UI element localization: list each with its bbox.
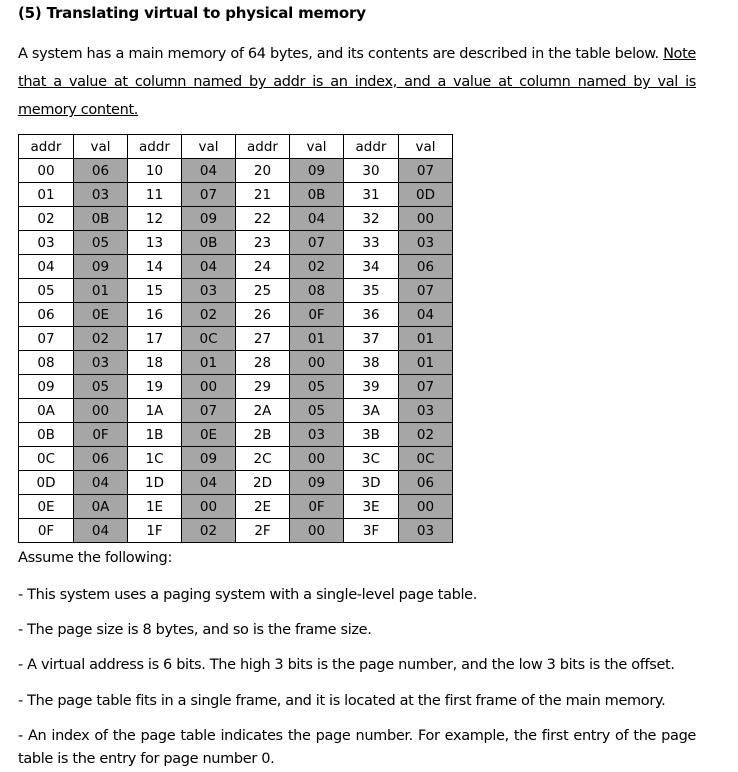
memory-table-header <box>19 135 453 159</box>
addr-cell: 13 <box>128 231 182 255</box>
addr-cell: 1C <box>128 447 182 471</box>
intro-note: Note that a value at column named by addr is an index, and a value at column named by val is memory content. <box>18 46 696 118</box>
addr-cell: 28 <box>236 351 290 375</box>
val-cell: 00 <box>290 351 344 375</box>
addr-cell: 3E <box>344 495 399 519</box>
addr-cell: 1E <box>128 495 182 519</box>
val-cell: 07 <box>182 399 236 423</box>
val-cell: 0F <box>290 303 344 327</box>
val-cell: 09 <box>74 255 128 279</box>
table-row <box>19 375 453 399</box>
val-column-header: val <box>74 135 128 159</box>
addr-cell: 12 <box>128 207 182 231</box>
val-cell: 09 <box>290 159 344 183</box>
addr-cell: 0B <box>19 423 74 447</box>
addr-column-header: addr <box>128 135 182 159</box>
val-cell: 03 <box>399 231 453 255</box>
table-row <box>19 183 453 207</box>
table-row <box>19 159 453 183</box>
addr-cell: 0E <box>19 495 74 519</box>
val-cell: 01 <box>74 279 128 303</box>
addr-cell: 2D <box>236 471 290 495</box>
addr-cell: 15 <box>128 279 182 303</box>
val-cell: 04 <box>74 471 128 495</box>
assumption-item: - An index of the page table indicates the page number. For example, the first entry of the page table is the entry for page number 0. <box>18 728 696 767</box>
val-cell: 03 <box>74 183 128 207</box>
val-cell: 04 <box>399 303 453 327</box>
val-cell: 0E <box>74 303 128 327</box>
table-row <box>19 279 453 303</box>
val-cell: 09 <box>290 471 344 495</box>
addr-cell: 23 <box>236 231 290 255</box>
addr-cell: 10 <box>128 159 182 183</box>
addr-cell: 1D <box>128 471 182 495</box>
table-row <box>19 471 453 495</box>
addr-column-header: addr <box>19 135 74 159</box>
val-cell: 02 <box>399 423 453 447</box>
table-row <box>19 207 453 231</box>
val-cell: 01 <box>399 327 453 351</box>
val-cell: 06 <box>399 255 453 279</box>
table-row <box>19 399 453 423</box>
section-title: (5) Translating virtual to physical memory <box>18 4 366 22</box>
val-cell: 00 <box>399 495 453 519</box>
addr-cell: 03 <box>19 231 74 255</box>
val-cell: 0B <box>182 231 236 255</box>
addr-cell: 3D <box>344 471 399 495</box>
addr-cell: 35 <box>344 279 399 303</box>
table-row <box>19 351 453 375</box>
val-cell: 0E <box>182 423 236 447</box>
addr-cell: 2A <box>236 399 290 423</box>
addr-cell: 31 <box>344 183 399 207</box>
assumption-item: - This system uses a paging system with a single-level page table. <box>18 587 477 603</box>
val-column-header: val <box>290 135 344 159</box>
addr-cell: 06 <box>19 303 74 327</box>
addr-cell: 30 <box>344 159 399 183</box>
val-cell: 0D <box>399 183 453 207</box>
val-cell: 0B <box>74 207 128 231</box>
val-cell: 09 <box>182 207 236 231</box>
val-cell: 07 <box>182 183 236 207</box>
val-cell: 06 <box>74 159 128 183</box>
addr-cell: 0F <box>19 519 74 543</box>
val-cell: 06 <box>74 447 128 471</box>
addr-cell: 14 <box>128 255 182 279</box>
val-cell: 00 <box>290 447 344 471</box>
addr-cell: 09 <box>19 375 74 399</box>
addr-cell: 3B <box>344 423 399 447</box>
table-row <box>19 303 453 327</box>
val-column-header: val <box>399 135 453 159</box>
addr-cell: 19 <box>128 375 182 399</box>
val-cell: 00 <box>182 495 236 519</box>
addr-cell: 2F <box>236 519 290 543</box>
addr-cell: 0D <box>19 471 74 495</box>
addr-cell: 05 <box>19 279 74 303</box>
addr-cell: 20 <box>236 159 290 183</box>
addr-cell: 02 <box>19 207 74 231</box>
val-cell: 03 <box>399 519 453 543</box>
val-cell: 04 <box>290 207 344 231</box>
addr-cell: 0A <box>19 399 74 423</box>
table-row <box>19 255 453 279</box>
addr-cell: 18 <box>128 351 182 375</box>
val-cell: 09 <box>182 447 236 471</box>
val-cell: 0F <box>290 495 344 519</box>
assume-heading: Assume the following: <box>18 550 173 566</box>
val-cell: 03 <box>399 399 453 423</box>
val-cell: 03 <box>182 279 236 303</box>
val-cell: 07 <box>399 375 453 399</box>
val-cell: 06 <box>399 471 453 495</box>
addr-cell: 0C <box>19 447 74 471</box>
val-cell: 01 <box>182 351 236 375</box>
table-row <box>19 231 453 255</box>
val-cell: 02 <box>74 327 128 351</box>
addr-cell: 2C <box>236 447 290 471</box>
val-cell: 01 <box>290 327 344 351</box>
val-cell: 07 <box>290 231 344 255</box>
val-cell: 0C <box>399 447 453 471</box>
val-cell: 02 <box>182 519 236 543</box>
val-cell: 05 <box>290 399 344 423</box>
addr-cell: 36 <box>344 303 399 327</box>
addr-cell: 01 <box>19 183 74 207</box>
intro-paragraph <box>18 40 696 124</box>
val-cell: 05 <box>74 231 128 255</box>
val-cell: 04 <box>182 471 236 495</box>
val-cell: 0C <box>182 327 236 351</box>
val-cell: 04 <box>182 255 236 279</box>
addr-column-header: addr <box>344 135 399 159</box>
addr-cell: 1A <box>128 399 182 423</box>
addr-cell: 1F <box>128 519 182 543</box>
addr-cell: 08 <box>19 351 74 375</box>
addr-cell: 39 <box>344 375 399 399</box>
addr-cell: 26 <box>236 303 290 327</box>
val-cell: 01 <box>399 351 453 375</box>
addr-cell: 33 <box>344 231 399 255</box>
val-cell: 0A <box>74 495 128 519</box>
val-cell: 05 <box>74 375 128 399</box>
val-cell: 07 <box>399 279 453 303</box>
val-cell: 0B <box>290 183 344 207</box>
val-cell: 02 <box>182 303 236 327</box>
addr-cell: 32 <box>344 207 399 231</box>
intro-text: A system has a main memory of 64 bytes, and its contents are described in the table below. <box>18 46 659 62</box>
table-row <box>19 495 453 519</box>
addr-cell: 3F <box>344 519 399 543</box>
table-row <box>19 447 453 471</box>
addr-cell: 04 <box>19 255 74 279</box>
addr-cell: 27 <box>236 327 290 351</box>
table-row <box>19 423 453 447</box>
addr-cell: 2B <box>236 423 290 447</box>
addr-cell: 38 <box>344 351 399 375</box>
val-cell: 02 <box>290 255 344 279</box>
val-cell: 03 <box>74 351 128 375</box>
addr-cell: 34 <box>344 255 399 279</box>
addr-cell: 2E <box>236 495 290 519</box>
val-cell: 04 <box>74 519 128 543</box>
addr-cell: 17 <box>128 327 182 351</box>
addr-cell: 1B <box>128 423 182 447</box>
addr-cell: 16 <box>128 303 182 327</box>
val-cell: 03 <box>290 423 344 447</box>
table-row <box>19 519 453 543</box>
assumption-item: - A virtual address is 6 bits. The high 3 bits is the page number, and the low 3 bits is the offset. <box>18 657 675 673</box>
addr-cell: 25 <box>236 279 290 303</box>
memory-table-body <box>19 159 453 543</box>
assumption-item: - The page size is 8 bytes, and so is the frame size. <box>18 622 372 638</box>
val-cell: 00 <box>74 399 128 423</box>
val-cell: 0F <box>74 423 128 447</box>
assumption-item: - The page table fits in a single frame, and it is located at the first frame of the main memory. <box>18 693 666 709</box>
addr-cell: 07 <box>19 327 74 351</box>
addr-cell: 24 <box>236 255 290 279</box>
addr-cell: 29 <box>236 375 290 399</box>
val-column-header: val <box>182 135 236 159</box>
val-cell: 00 <box>290 519 344 543</box>
val-cell: 00 <box>182 375 236 399</box>
addr-cell: 00 <box>19 159 74 183</box>
val-cell: 00 <box>399 207 453 231</box>
addr-cell: 21 <box>236 183 290 207</box>
addr-cell: 3C <box>344 447 399 471</box>
val-cell: 08 <box>290 279 344 303</box>
addr-column-header: addr <box>236 135 290 159</box>
addr-cell: 37 <box>344 327 399 351</box>
val-cell: 05 <box>290 375 344 399</box>
addr-cell: 22 <box>236 207 290 231</box>
addr-cell: 11 <box>128 183 182 207</box>
memory-table <box>18 134 453 543</box>
table-row <box>19 327 453 351</box>
val-cell: 04 <box>182 159 236 183</box>
val-cell: 07 <box>399 159 453 183</box>
addr-cell: 3A <box>344 399 399 423</box>
